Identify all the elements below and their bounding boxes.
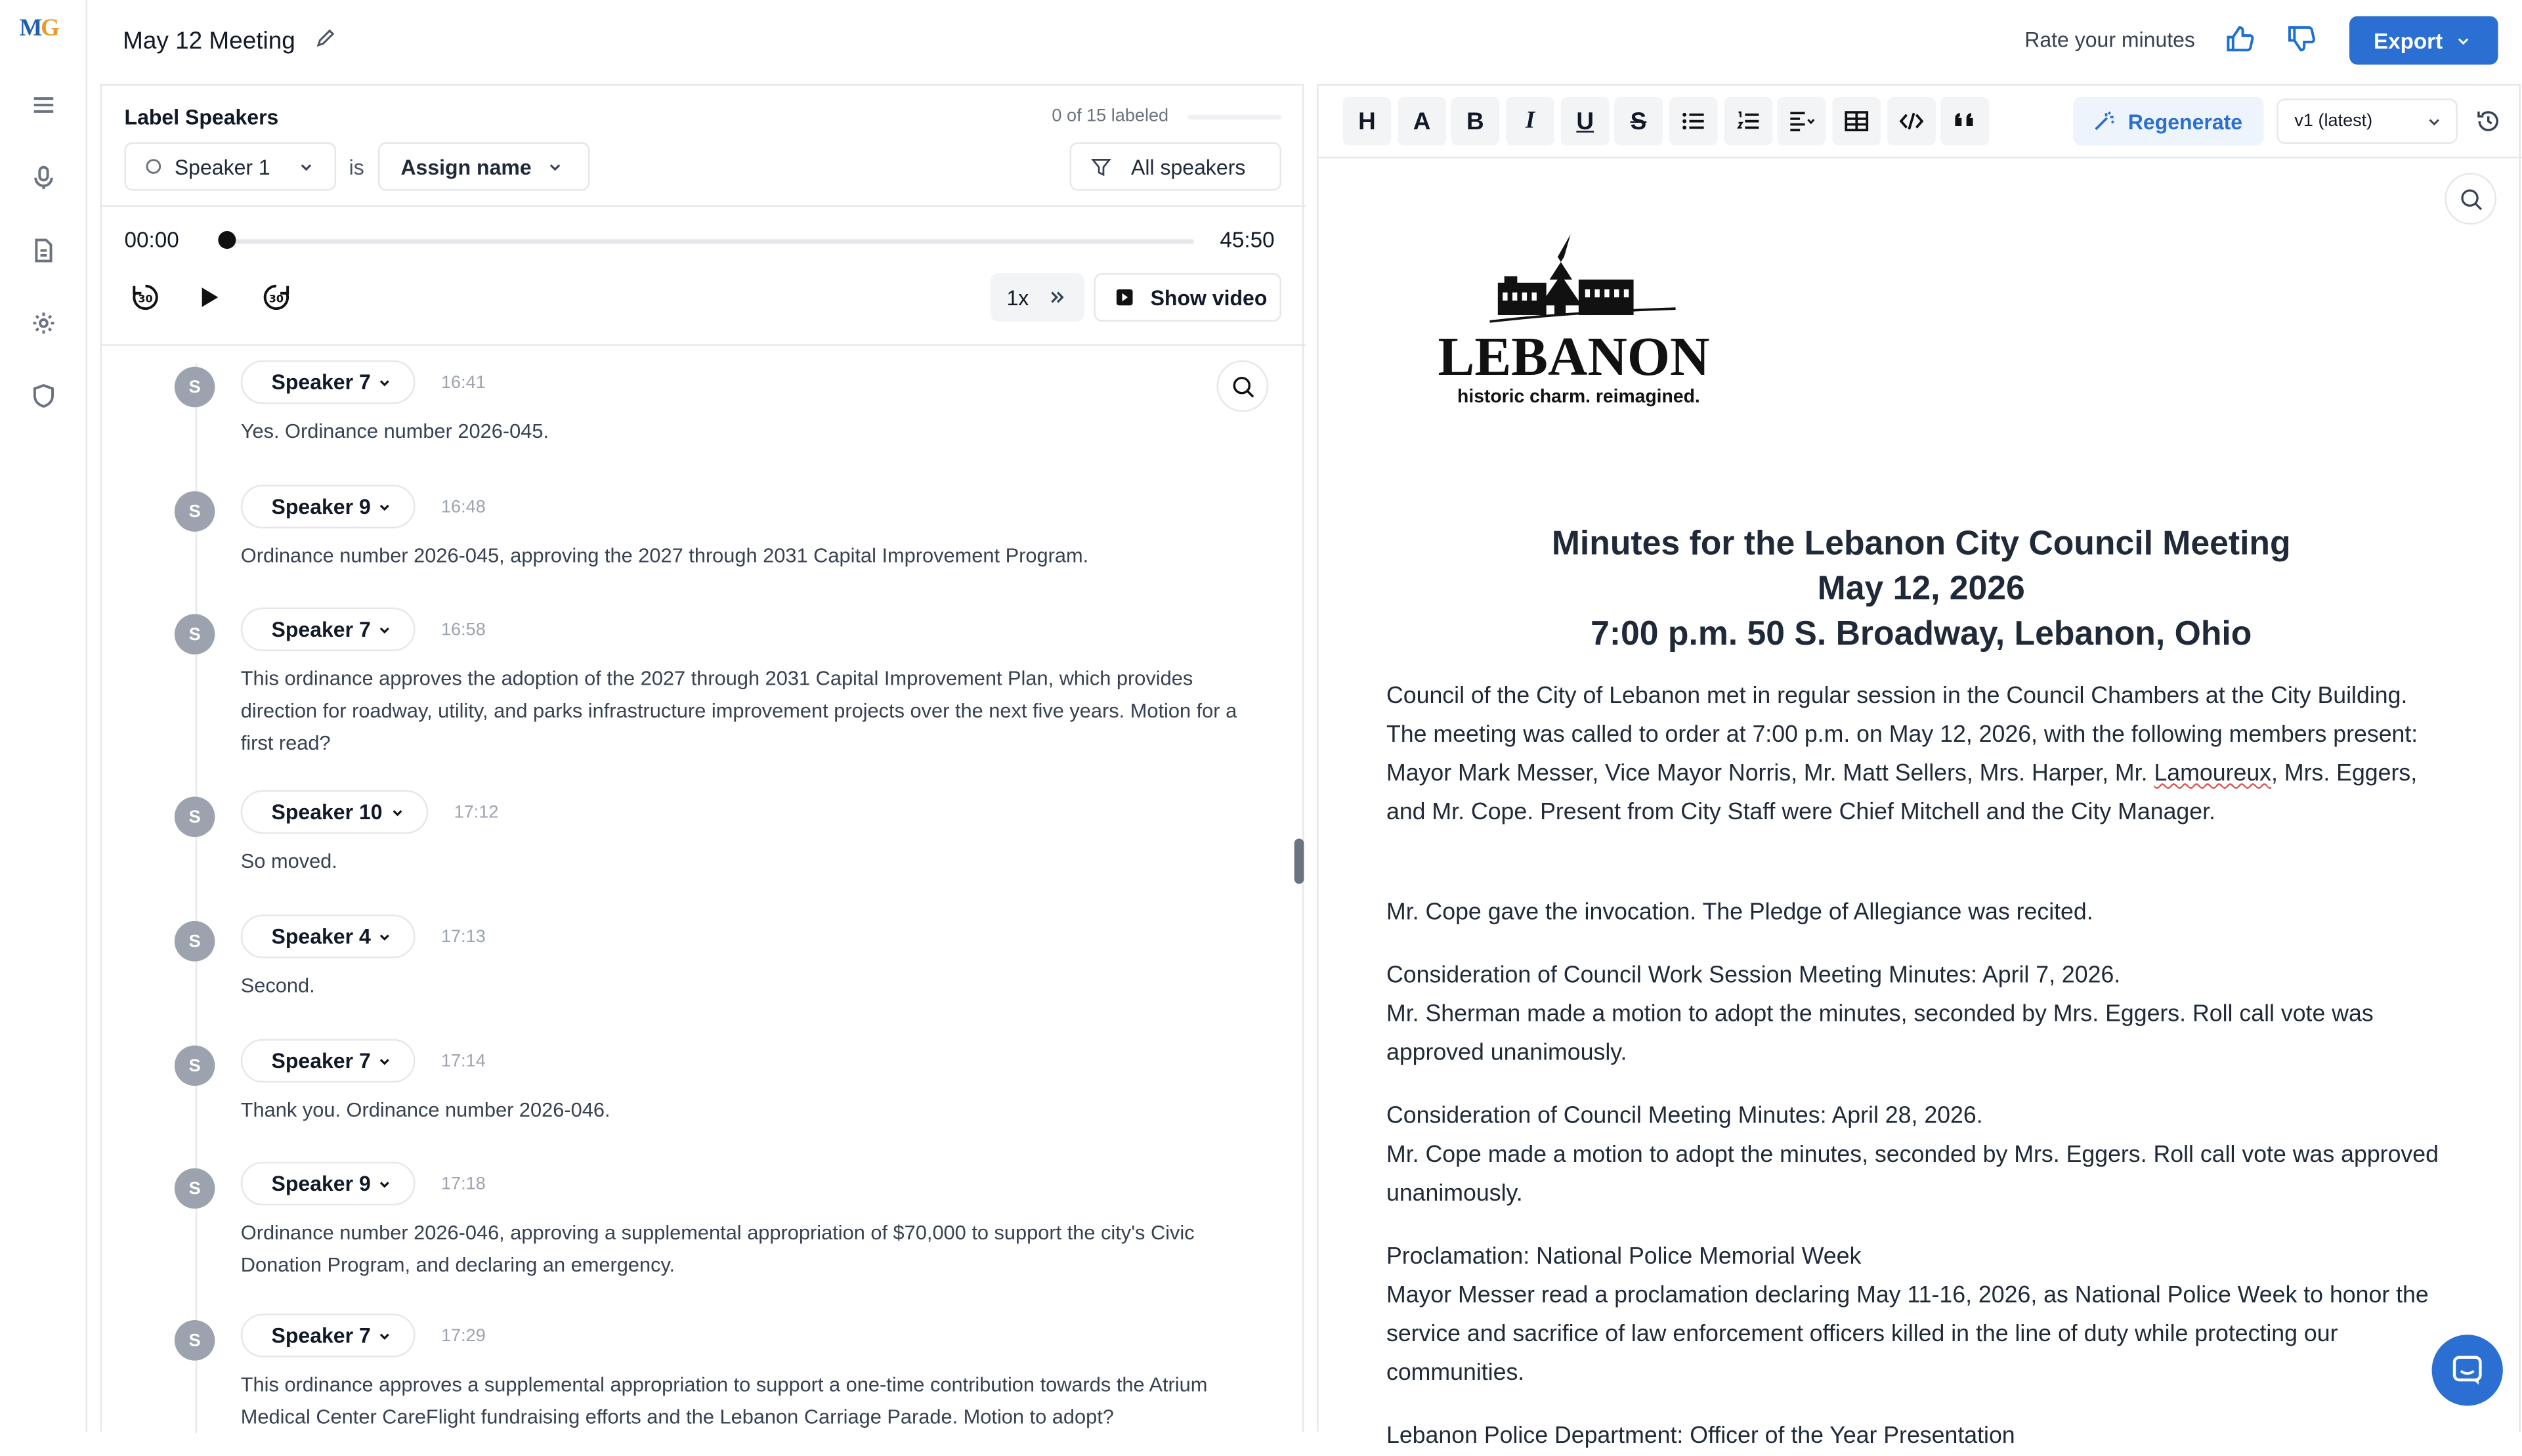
is-label: is: [349, 155, 364, 180]
speaker-tag-label: Speaker 7: [271, 1323, 371, 1348]
thumbs-up-icon[interactable]: [2223, 22, 2259, 58]
all-speakers-filter[interactable]: [1070, 142, 1281, 191]
speaker-tag-button[interactable]: [241, 1162, 416, 1205]
speaker-avatar: S: [175, 921, 215, 962]
speaker-avatar: S: [175, 797, 215, 838]
speaker-tag-button[interactable]: [241, 484, 416, 528]
speaker-tag-button[interactable]: [241, 1039, 416, 1082]
speaker-tag-label: Speaker 10: [271, 800, 383, 824]
assign-name-label: Assign name: [400, 154, 532, 179]
lebanon-logo: [1425, 234, 1722, 425]
segment-timestamp[interactable]: 17:14: [440, 1052, 486, 1071]
speaker-tag-label: Speaker 7: [271, 1048, 371, 1073]
svg-text:30: 30: [138, 292, 153, 305]
microphone-icon[interactable]: [28, 161, 60, 194]
current-time: 00:00: [124, 228, 179, 252]
minutes-title-line: Minutes for the Lebanon City Council Meeting: [1551, 525, 2291, 563]
code-icon[interactable]: [1887, 97, 1936, 146]
chevron-down-icon: [2427, 114, 2441, 129]
paragraph-text: Mr. Sherman made a motion to adopt the minutes, seconded by Mrs. Eggers. Roll call vote was approved unanimously.: [1386, 1002, 2374, 1067]
svg-text:30: 30: [268, 292, 284, 305]
minutes-paragraph[interactable]: [1386, 1097, 2453, 1213]
paragraph-heading: Consideration of Council Work Session Meeting Minutes: April 7, 2026.: [1386, 963, 2121, 989]
segment-timestamp[interactable]: 17:12: [454, 803, 499, 823]
speaker-tag-label: Speaker 4: [271, 924, 371, 949]
double-chevron-right-icon: [1048, 289, 1065, 306]
export-button[interactable]: [2349, 16, 2498, 65]
playback-track[interactable]: [224, 239, 1194, 244]
speed-value: 1x: [1006, 285, 1029, 310]
minutes-paragraph[interactable]: [1386, 1238, 2453, 1393]
app-logo[interactable]: [20, 16, 58, 44]
duration: 45:50: [1220, 228, 1275, 252]
labeled-count: 0 of 15 labeled: [1052, 106, 1169, 126]
speaker-tag-button[interactable]: [241, 1314, 416, 1357]
segment-timestamp[interactable]: 17:29: [440, 1326, 486, 1346]
quote-icon[interactable]: [1940, 97, 1989, 146]
playback-handle[interactable]: [218, 231, 236, 249]
chevron-down-icon: [379, 1054, 392, 1067]
editor-search-button[interactable]: [2445, 173, 2496, 225]
search-icon: [1230, 374, 1254, 398]
speaker-tag-button[interactable]: [241, 608, 416, 651]
speaker-tag-label: Speaker 7: [271, 370, 371, 395]
paragraph-text: Mr. Cope made a motion to adopt the minutes, seconded by Mrs. Eggers. Roll call vote was approved unanimously.: [1386, 1142, 2439, 1207]
chevron-down-icon: [379, 623, 392, 636]
show-video-label: Show video: [1150, 285, 1268, 310]
speaker-avatar: S: [175, 367, 215, 408]
chevron-down-icon: [391, 805, 404, 819]
divider: [102, 344, 1306, 345]
rewind-30-icon[interactable]: [129, 281, 161, 313]
segment-text: Yes. Ordinance number 2026-045.: [240, 419, 549, 443]
numbered-list-icon[interactable]: [1724, 97, 1772, 146]
segment-text: Thank you. Ordinance number 2026-046.: [240, 1098, 610, 1122]
speaker-tag-label: Speaker 7: [271, 617, 371, 642]
divider: [102, 205, 1306, 207]
rate-minutes-label: Rate your minutes: [2024, 27, 2195, 52]
show-video-button[interactable]: [1094, 273, 1281, 322]
underline-button[interactable]: U: [1561, 97, 1610, 146]
chevron-down-icon: [379, 375, 392, 389]
export-label: Export: [2373, 28, 2443, 53]
play-icon[interactable]: [192, 281, 224, 313]
chevron-down-icon: [379, 1329, 392, 1342]
filter-icon: [1091, 156, 1112, 177]
paragraph-text: Council of the City of Lebanon met in regular session in the Council Chambers at the City Building. The meeting was called to order at 7:00 p.m. on May 12, 2026, with the following members present: Mayor Mark Messer, Vice Mayor Norris, Mr. Matt Sellers, Mrs. Harper, Mr. Lamoureux, Mrs. Eggers, and Mr. Cope. Present from City Staff were Chief Mitchell and the City Manager.: [1386, 683, 2418, 826]
logo-letter-m: M: [19, 16, 41, 42]
regenerate-button[interactable]: [2073, 97, 2263, 146]
video-icon: [1115, 288, 1134, 307]
speaker-tag-button[interactable]: [241, 790, 428, 834]
labeled-progress-bar: [1187, 115, 1281, 119]
transcript-search-button[interactable]: [1217, 360, 1269, 412]
document-icon[interactable]: [28, 234, 60, 267]
transcript-panel: [100, 84, 1304, 1432]
segment-text: Second.: [240, 974, 315, 997]
filter-label: All speakers: [1131, 154, 1246, 179]
segment-timestamp[interactable]: 16:58: [440, 620, 486, 640]
meeting-title[interactable]: May 12 Meeting: [123, 27, 295, 55]
menu-icon[interactable]: [28, 89, 60, 121]
chat-icon: [2450, 1352, 2485, 1388]
strikethrough-button[interactable]: S: [1614, 97, 1663, 146]
segment-text: Ordinance number 2026-046, approving a supplemental appropriation of $70,000 to support the city's Civic Donation Program, and declaring an emergency.: [240, 1221, 1195, 1277]
settings-gear-icon[interactable]: [28, 307, 60, 339]
transcript-scrollbar[interactable]: [1294, 839, 1304, 884]
label-speakers-title: Label Speakers: [124, 104, 279, 129]
speaker-avatar: S: [175, 1168, 215, 1209]
segment-timestamp[interactable]: 16:48: [440, 498, 486, 517]
logo-name: LEBANON: [1438, 328, 1710, 388]
editor-toolbar: [1319, 85, 2522, 158]
top-header: [87, 0, 2521, 84]
history-icon[interactable]: [2475, 108, 2501, 134]
segment-timestamp[interactable]: 16:41: [440, 373, 486, 393]
minutes-paragraph[interactable]: [1386, 677, 2453, 832]
speaker-avatar: S: [175, 1046, 215, 1086]
spellcheck-word[interactable]: Lamoureux: [2154, 761, 2272, 787]
regenerate-label: Regenerate: [2127, 109, 2243, 134]
minutes-paragraph[interactable]: [1386, 956, 2453, 1073]
minutes-paragraph[interactable]: [1386, 1417, 2453, 1449]
version-select[interactable]: [2276, 98, 2458, 144]
table-icon[interactable]: [1832, 97, 1881, 146]
chevron-down-icon: [2456, 33, 2470, 47]
chevron-down-icon: [547, 159, 562, 173]
minutes-location-line: 7:00 p.m. 50 S. Broadway, Lebanon, Ohio: [1591, 615, 2252, 653]
assign-name-select[interactable]: [378, 142, 589, 191]
chevron-down-icon: [299, 159, 314, 173]
segment-text: This ordinance approves the adoption of the 2027 through 2031 Capital Improvement Plan, which provides direction for roadway, utility, and parks infrastructure improvement projects over the next five years. Motion for a first read?: [240, 667, 1237, 755]
italic-button[interactable]: I: [1506, 97, 1554, 146]
minutes-editor-panel: [1317, 84, 2521, 1449]
chevron-down-icon: [379, 500, 392, 513]
heading-button[interactable]: H: [1343, 97, 1392, 146]
nav-rail: [0, 0, 87, 1432]
bullet-list-icon[interactable]: [1669, 97, 1718, 146]
playback-speed-button[interactable]: [991, 273, 1084, 322]
speaker-tag-button[interactable]: [241, 360, 416, 404]
align-dropdown-icon[interactable]: [1778, 97, 1826, 146]
paragraph-heading: Consideration of Council Meeting Minutes: April 28, 2026.: [1386, 1103, 1983, 1130]
edit-pencil-icon[interactable]: [315, 29, 335, 49]
paragraph-text: Mayor Messer read a proclamation declaring May 11-16, 2026, as National Police Week to honor the service and sacrifice of law enforcement officers killed in the line of duty while protecting our communities.: [1386, 1283, 2429, 1386]
speaker-avatar: S: [175, 614, 215, 654]
minutes-date-line: May 12, 2026: [1817, 570, 2025, 608]
paragraph-heading: Proclamation: National Police Memorial Week: [1386, 1244, 1862, 1270]
logo-tagline: historic charm. reimagined.: [1457, 387, 1700, 408]
speaker-avatar: S: [175, 1320, 215, 1361]
segment-text: So moved.: [240, 849, 337, 873]
font-button[interactable]: A: [1398, 97, 1446, 146]
speaker-tag-button[interactable]: [241, 914, 416, 958]
speaker-select[interactable]: [125, 142, 336, 191]
magic-wand-icon: [2093, 110, 2115, 132]
segment-text: Ordinance number 2026-045, approving the 2027 through 2031 Capital Improvement Program.: [240, 544, 1089, 567]
shield-icon[interactable]: [28, 379, 60, 412]
forward-30-icon[interactable]: [260, 281, 292, 313]
version-value: v1 (latest): [2294, 111, 2373, 131]
search-icon: [2458, 186, 2483, 211]
speaker-select-value: Speaker 1: [174, 154, 270, 179]
paragraph-text: Mr. Cope gave the invocation. The Pledge of Allegiance was recited.: [1386, 900, 2093, 926]
speaker-tag-label: Speaker 9: [271, 1171, 371, 1196]
chevron-down-icon: [379, 930, 392, 943]
minutes-paragraph[interactable]: [1386, 893, 2453, 932]
segment-timestamp[interactable]: 17:13: [440, 927, 486, 947]
chat-support-button[interactable]: [2432, 1335, 2503, 1405]
paragraph-heading: Lebanon Police Department: Officer of the Year Presentation: [1386, 1423, 2015, 1449]
segment-text: This ordinance approves a supplemental appropriation to support a one-time contribution towards the Atrium Medical Center CareFlight fundraising efforts and the Lebanon Carriage Parade. Motion to adopt?: [240, 1373, 1208, 1428]
segment-timestamp[interactable]: 17:18: [440, 1174, 486, 1195]
speaker-tag-label: Speaker 9: [271, 494, 371, 519]
speaker-dot-icon: [146, 158, 162, 175]
logo-letter-g: G: [40, 16, 58, 42]
speaker-avatar: S: [175, 491, 215, 532]
chevron-down-icon: [379, 1177, 392, 1190]
bold-button[interactable]: B: [1451, 97, 1499, 146]
thumbs-down-icon[interactable]: [2285, 22, 2320, 58]
